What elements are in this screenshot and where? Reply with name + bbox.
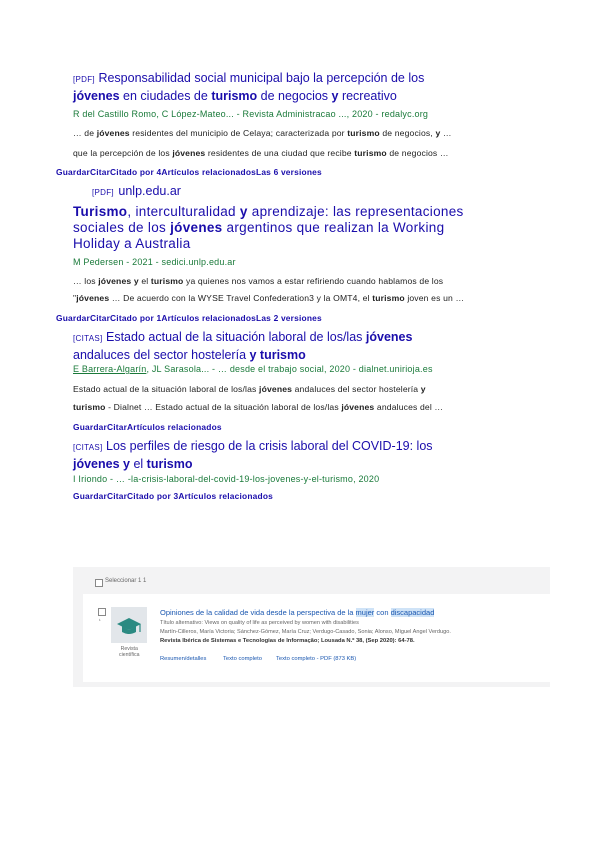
result-3-author-link[interactable]: E Barrera-Algarín — [73, 364, 147, 374]
thumb-label: Revista científica — [119, 646, 140, 658]
result-3-action-links[interactable]: GuardarCitarArtículos relacionados — [73, 422, 222, 432]
result-1-title-line2[interactable]: jóvenes en ciudades de turismo de negocios y recreativo — [73, 89, 397, 103]
search-result-4 — [73, 438, 433, 472]
select-count-label: Seleccionar 1 1 — [105, 578, 147, 584]
result-2-snippet-line2: "jóvenes … De acuerdo con la WYSE Travel Confederation3 y la OMT4, el turismo joven es un … — [73, 293, 465, 303]
result-4-title-line1[interactable]: Los perfiles de riesgo de la crisis laboral del COVID-19: los — [106, 439, 433, 453]
result-1-snippet-line1: … de jóvenes residentes del municipio de Celaya; caracterizada por turismo de negocios, y … — [73, 128, 452, 138]
full-text-link[interactable]: Texto completo — [223, 656, 262, 662]
record-title-link[interactable]: Opiniones de la calidad de vida desde la perspectiva de la mujer con discapacidad — [160, 608, 435, 617]
search-result-2[interactable] — [73, 204, 464, 252]
result-3-snippet-line1: Estado actual de la situación laboral de los/las jóvenes andaluces del sector hostelería y — [73, 384, 426, 394]
search-result-3 — [73, 329, 412, 363]
full-text-pdf-link[interactable]: Texto completo - PDF (873 KB) — [276, 656, 357, 662]
result-2-snippet-line1: … los jóvenes y el turismo ya quienes nos vamos a estar refiriendo cuando hablamos de los — [73, 276, 444, 286]
record-authors: Martín-Cilleros, María Victoria; Sánchez-Gómez, María Cruz; Verdugo-Casado, Sonia; Alonso, Miguel Angel Verdugo. — [160, 629, 451, 635]
abstract-details-link[interactable]: Resumen/detalles — [160, 656, 207, 662]
library-result-card — [73, 567, 550, 687]
result-1-meta: R del Castillo Romo, C López-Mateo... - Revista Administracao ..., 2020 - redalyc.org — [73, 109, 429, 119]
result-2-source-domain[interactable]: unlp.edu.ar — [118, 184, 181, 198]
result-1-action-links[interactable]: GuardarCitarCitado por 4Artículos relacionadosLas 6 versiones — [56, 167, 322, 177]
result-2-type-tag: [PDF] — [92, 188, 114, 197]
mortarboard-icon — [111, 607, 147, 643]
result-2-action-links[interactable]: GuardarCitarCitado por 1Artículos relacionadosLas 2 versiones — [56, 313, 322, 323]
result-1-title-line1[interactable]: Responsabilidad social municipal bajo la percepción de los — [98, 71, 425, 85]
result-4-type-tag: [CITAS] — [73, 443, 103, 452]
result-4-title-line2[interactable]: jóvenes y el turismo — [73, 457, 193, 471]
result-2-meta: M Pedersen - 2021 - sedici.unlp.edu.ar — [73, 257, 236, 267]
record-thumbnail[interactable] — [111, 607, 147, 643]
record-checkbox[interactable] — [98, 608, 106, 616]
result-2-title-line2: sociales de los jóvenes argentinos que realizan la Working — [73, 220, 445, 235]
search-result-1 — [73, 70, 424, 104]
result-3-meta: E Barrera-Algarín, JL Sarasola... - … desde el trabajo social, 2020 - dialnet.unirioja.es — [73, 364, 433, 374]
result-4-meta: I Iriondo - … -la-crisis-laboral-del-covid-19-los-jovenes-y-el-turismo, 2020 — [73, 474, 380, 484]
result-2-source[interactable] — [92, 182, 181, 200]
result-3-title-line2[interactable]: andaluces del sector hostelería y turismo — [73, 348, 306, 362]
result-3-snippet-line2: turismo - Dialnet … Estado actual de la situación laboral de los/las jóvenes andaluces del … — [73, 402, 444, 412]
result-3-type-tag: [CITAS] — [73, 334, 103, 343]
result-4-action-links[interactable]: GuardarCitarCitado por 3Artículos relacionados — [73, 491, 274, 501]
record-number-mark: ¹ — [99, 618, 101, 624]
result-2-title-line1: Turismo, interculturalidad y aprendizaje: las representaciones — [73, 204, 464, 219]
record-journal: Revista Ibérica de Sistemas e Tecnologias de Informação; Lousada N.º 38, (Sep 2020): 64-78. — [160, 638, 415, 644]
select-all-checkbox[interactable] — [95, 579, 103, 587]
record-alt-title: Título alternativo: Views on quality of life as perceived by women with disabilities — [160, 620, 359, 626]
result-1-type-tag: [PDF] — [73, 75, 95, 84]
result-2-title-line3: Holiday a Australia — [73, 236, 191, 251]
result-3-title-line1[interactable]: Estado actual de la situación laboral de los/las jóvenes — [106, 330, 413, 344]
result-1-snippet-line2: que la percepción de los jóvenes residentes de una ciudad que recibe turismo de negocios … — [73, 148, 449, 158]
